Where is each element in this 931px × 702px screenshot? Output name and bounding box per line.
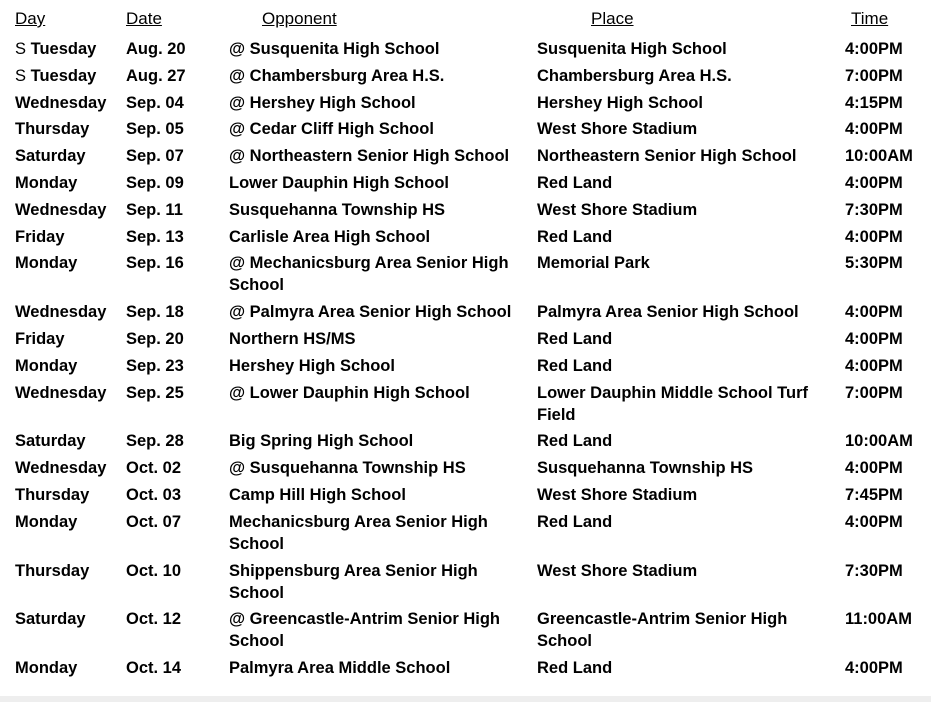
cell-place: Greencastle-Antrim Senior High School <box>537 610 788 651</box>
cell-day <box>15 457 126 479</box>
cell-opponent: @ Lower Dauphin High School <box>229 383 470 402</box>
cell-opponent: @ Cedar Cliff High School <box>229 120 434 139</box>
day-prefix: S <box>15 40 27 58</box>
cell-opponent: @ Palmyra Area Senior High School <box>229 303 512 322</box>
cell-place: Red Land <box>537 356 613 375</box>
table-row <box>15 65 925 87</box>
cell-place: Chambersburg Area H.S. <box>537 66 732 85</box>
cell-date: Sep. 04 <box>126 93 184 112</box>
cell-place: Red Land <box>537 173 613 192</box>
cell-date: Oct. 14 <box>126 659 182 678</box>
cell-date: Sep. 23 <box>126 356 184 375</box>
day-label: Monday <box>15 254 78 273</box>
cell-time: 4:00PM <box>845 173 903 192</box>
cell-place: Red Land <box>537 432 613 451</box>
cell-date: Oct. 12 <box>126 610 182 629</box>
cell-day <box>15 38 126 60</box>
cell-day <box>15 608 126 652</box>
day-label: Monday <box>15 512 78 531</box>
cell-date: Oct. 07 <box>126 512 182 531</box>
cell-opponent: Big Spring High School <box>229 432 414 451</box>
cell-opponent: Northern HS/MS <box>229 329 356 348</box>
cell-place: Lower Dauphin Middle School Turf Field <box>537 383 809 424</box>
day-label: Wednesday <box>15 200 107 219</box>
cell-date: Oct. 10 <box>126 561 182 580</box>
cell-opponent: Hershey High School <box>229 356 395 375</box>
cell-time: 4:00PM <box>845 40 903 58</box>
cell-opponent: @ Susquenita High School <box>229 40 440 58</box>
cell-date: Sep. 25 <box>126 383 184 402</box>
cell-opponent: Lower Dauphin High School <box>229 173 449 192</box>
table-row <box>15 301 925 323</box>
table-row <box>15 382 925 426</box>
cell-time: 4:00PM <box>845 356 903 375</box>
cell-date: Sep. 20 <box>126 329 184 348</box>
cell-opponent: @ Northeastern Senior High School <box>229 147 510 166</box>
day-label: Saturday <box>15 432 86 451</box>
cell-day <box>15 560 126 604</box>
cell-time: 10:00AM <box>845 432 913 451</box>
day-label: Thursday <box>15 120 90 139</box>
cell-place: Red Land <box>537 329 613 348</box>
day-prefix: S <box>15 66 27 85</box>
cell-opponent: @ Greencastle-Antrim Senior High School <box>229 610 500 651</box>
cell-day <box>15 65 126 87</box>
table-row <box>15 199 925 221</box>
cell-day <box>15 301 126 323</box>
cell-date: Sep. 18 <box>126 303 184 322</box>
header-place: Place <box>591 9 634 28</box>
cell-day <box>15 92 126 114</box>
cell-place: Red Land <box>537 512 613 531</box>
cell-opponent: Shippensburg Area Senior High School <box>229 561 478 602</box>
table-row <box>15 172 925 194</box>
table-row <box>15 511 925 555</box>
cell-place: West Shore Stadium <box>537 561 698 580</box>
header-date: Date <box>126 9 162 28</box>
cell-opponent: @ Hershey High School <box>229 93 416 112</box>
cell-date: Sep. 07 <box>126 147 184 166</box>
cell-day <box>15 118 126 140</box>
table-row <box>15 145 925 167</box>
cell-opponent: Carlisle Area High School <box>229 227 431 246</box>
cell-time: 4:00PM <box>845 303 903 322</box>
bottom-scroll-edge <box>0 696 931 702</box>
cell-place: Northeastern Senior High School <box>537 147 797 166</box>
table-body <box>15 38 925 679</box>
day-label: Friday <box>15 227 65 246</box>
table-row <box>15 328 925 350</box>
cell-day <box>15 145 126 167</box>
table-row <box>15 430 925 452</box>
cell-day <box>15 252 126 296</box>
table-row <box>15 92 925 114</box>
cell-time: 7:30PM <box>845 200 903 219</box>
day-label: Tuesday <box>30 66 97 85</box>
day-label: Monday <box>15 173 78 192</box>
day-label: Monday <box>15 659 78 678</box>
day-label: Saturday <box>15 147 86 166</box>
cell-date: Aug. 27 <box>126 66 186 85</box>
day-label: Monday <box>15 356 78 375</box>
table-row <box>15 252 925 296</box>
cell-day <box>15 172 126 194</box>
table-row <box>15 484 925 506</box>
table-row <box>15 657 925 679</box>
cell-date: Sep. 11 <box>126 200 183 219</box>
day-label: Thursday <box>15 561 90 580</box>
cell-place: Palmyra Area Senior High School <box>537 303 799 322</box>
day-label: Thursday <box>15 485 90 504</box>
cell-time: 4:00PM <box>845 227 903 246</box>
table-row <box>15 355 925 377</box>
cell-time: 10:00AM <box>845 147 913 166</box>
cell-opponent: Palmyra Area Middle School <box>229 659 451 678</box>
cell-place: Red Land <box>537 227 613 246</box>
table-header <box>15 4 925 30</box>
cell-place: Memorial Park <box>537 254 650 273</box>
cell-day <box>15 657 126 679</box>
cell-date: Sep. 16 <box>126 254 184 273</box>
cell-date: Sep. 13 <box>126 227 184 246</box>
cell-time: 4:15PM <box>845 93 903 112</box>
header-opponent: Opponent <box>262 9 337 28</box>
day-label: Wednesday <box>15 383 107 402</box>
day-label: Wednesday <box>15 303 107 322</box>
cell-time: 7:00PM <box>845 66 903 85</box>
cell-day <box>15 355 126 377</box>
table-row <box>15 457 925 479</box>
table-row <box>15 118 925 140</box>
cell-place: Hershey High School <box>537 93 703 112</box>
cell-place: West Shore Stadium <box>537 200 698 219</box>
cell-place: Red Land <box>537 659 613 678</box>
cell-place: Susquenita High School <box>537 40 727 58</box>
cell-opponent: Camp Hill High School <box>229 485 406 504</box>
day-label: Wednesday <box>15 459 107 478</box>
schedule-table <box>15 4 925 684</box>
cell-time: 7:30PM <box>845 561 903 580</box>
cell-place: West Shore Stadium <box>537 485 698 504</box>
cell-opponent: @ Chambersburg Area H.S. <box>229 66 445 85</box>
cell-time: 5:30PM <box>845 254 903 273</box>
cell-opponent: Mechanicsburg Area Senior High School <box>229 512 488 553</box>
day-label: Saturday <box>15 610 86 629</box>
cell-time: 7:00PM <box>845 383 903 402</box>
cell-day <box>15 430 126 452</box>
table-row <box>15 226 925 248</box>
header-time: Time <box>851 9 889 28</box>
day-label: Wednesday <box>15 93 107 112</box>
cell-place: West Shore Stadium <box>537 120 698 139</box>
day-label: Tuesday <box>30 40 97 58</box>
cell-time: 4:00PM <box>845 659 903 678</box>
cell-time: 4:00PM <box>845 120 903 139</box>
cell-day <box>15 511 126 555</box>
cell-opponent: @ Mechanicsburg Area Senior High School <box>229 254 509 295</box>
cell-date: Oct. 02 <box>126 459 182 478</box>
table-row <box>15 38 925 60</box>
cell-day <box>15 484 126 506</box>
cell-place: Susquehanna Township HS <box>537 459 754 478</box>
cell-opponent: @ Susquehanna Township HS <box>229 459 466 478</box>
cell-day <box>15 328 126 350</box>
table-row <box>15 560 925 604</box>
header-day: Day <box>15 9 46 28</box>
day-label: Friday <box>15 329 65 348</box>
cell-time: 7:45PM <box>845 485 903 504</box>
cell-time: 4:00PM <box>845 512 903 531</box>
cell-day <box>15 226 126 248</box>
cell-date: Sep. 28 <box>126 432 184 451</box>
table-row <box>15 608 925 652</box>
cell-time: 4:00PM <box>845 329 903 348</box>
cell-date: Sep. 09 <box>126 173 184 192</box>
cell-day <box>15 382 126 426</box>
cell-opponent: Susquehanna Township HS <box>229 200 446 219</box>
cell-date: Sep. 05 <box>126 120 184 139</box>
cell-date: Oct. 03 <box>126 485 182 504</box>
cell-time: 11:00AM <box>845 610 912 629</box>
cell-time: 4:00PM <box>845 459 903 478</box>
cell-day <box>15 199 126 221</box>
cell-date: Aug. 20 <box>126 40 186 58</box>
